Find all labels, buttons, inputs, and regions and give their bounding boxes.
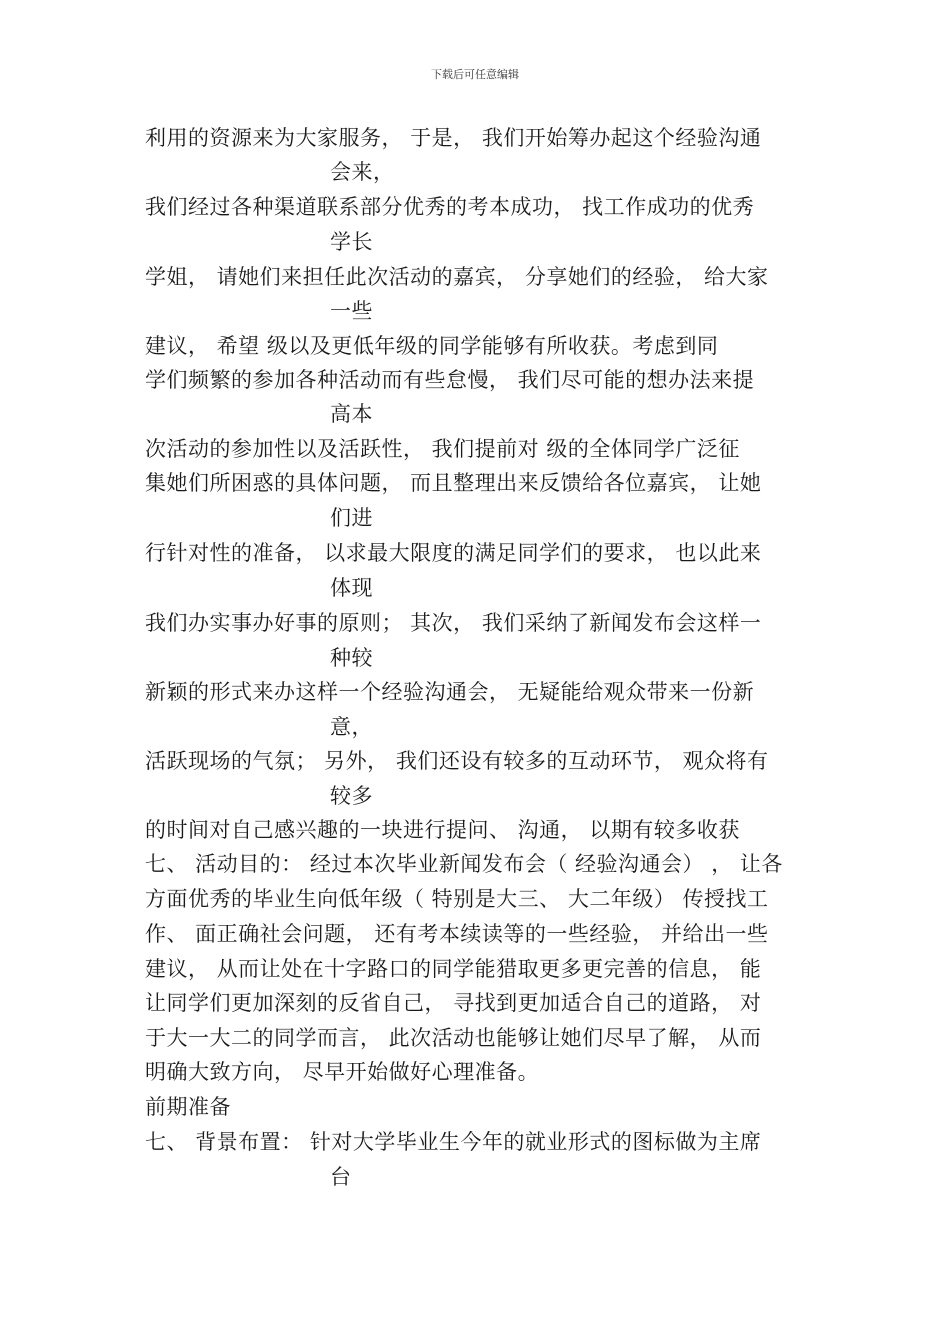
- section-heading: 前期准备: [145, 1095, 231, 1119]
- text-line: 七、 活动目的： 经过本次毕业新闻发布会（ 经验沟通会） ， 让各: [145, 852, 783, 876]
- text-line: 作、 面正确社会问题， 还有考本续读等的一些经验， 并给出一些: [145, 922, 769, 946]
- text-line: 方面优秀的毕业生向低年级（ 特别是大三、 大二年级） 传授找工: [145, 887, 769, 911]
- text-line: 让同学们更加深刻的反省自己， 寻找到更加适合自己的道路， 对: [145, 991, 762, 1015]
- text-line: 行针对性的准备， 以求最大限度的满足同学们的要求， 也以此来: [145, 541, 762, 565]
- text-line: 较多: [330, 784, 373, 808]
- text-line: 的时间对自己感兴趣的一块进行提问、 沟通， 以期有较多收获: [145, 818, 740, 842]
- text-line: 明确大致方向， 尽早开始做好心理准备。: [145, 1060, 540, 1084]
- text-line: 种较: [330, 646, 373, 670]
- text-line: 学们频繁的参加各种活动而有些怠慢， 我们尽可能的想办法来提: [145, 368, 755, 392]
- text-line: 学姐， 请她们来担任此次活动的嘉宾， 分享她们的经验， 给大家: [145, 265, 769, 289]
- text-line: 集她们所困惑的具体问题， 而且整理出来反馈给各位嘉宾， 让她: [145, 471, 762, 495]
- text-line: 七、 背景布置： 针对大学毕业生今年的就业形式的图标做为主席: [145, 1130, 762, 1154]
- text-line: 我们经过各种渠道联系部分优秀的考本成功， 找工作成功的优秀: [145, 195, 755, 219]
- text-line: 建议， 希望 级以及更低年级的同学能够有所收获。考虑到同: [145, 334, 719, 358]
- text-line: 意，: [330, 715, 373, 739]
- text-line: 学长: [330, 230, 373, 254]
- text-line: 建议， 从而让处在十字路口的同学能猎取更多更完善的信息， 能: [145, 957, 762, 981]
- text-line: 们进: [330, 506, 373, 530]
- text-line: 高本: [330, 402, 373, 426]
- page-header: 下载后可任意编辑: [431, 68, 519, 81]
- text-line: 我们办实事办好事的原则； 其次， 我们采纳了新闻发布会这样一: [145, 611, 762, 635]
- text-line: 体现: [330, 576, 373, 600]
- text-line: 会来，: [330, 160, 395, 184]
- text-line: 台: [330, 1165, 352, 1189]
- text-line: 利用的资源来为大家服务， 于是， 我们开始筹办起这个经验沟通: [145, 126, 762, 150]
- text-line: 活跃现场的气氛； 另外， 我们还设有较多的互动环节， 观众将有: [145, 749, 769, 773]
- text-line: 次活动的参加性以及活跃性， 我们提前对 级的全体同学广泛征: [145, 437, 740, 461]
- text-line: 于大一大二的同学而言， 此次活动也能够让她们尽早了解， 从而: [145, 1026, 762, 1050]
- text-line: 一些: [330, 299, 373, 323]
- text-line: 新颖的形式来办这样一个经验沟通会， 无疑能给观众带来一份新: [145, 680, 755, 704]
